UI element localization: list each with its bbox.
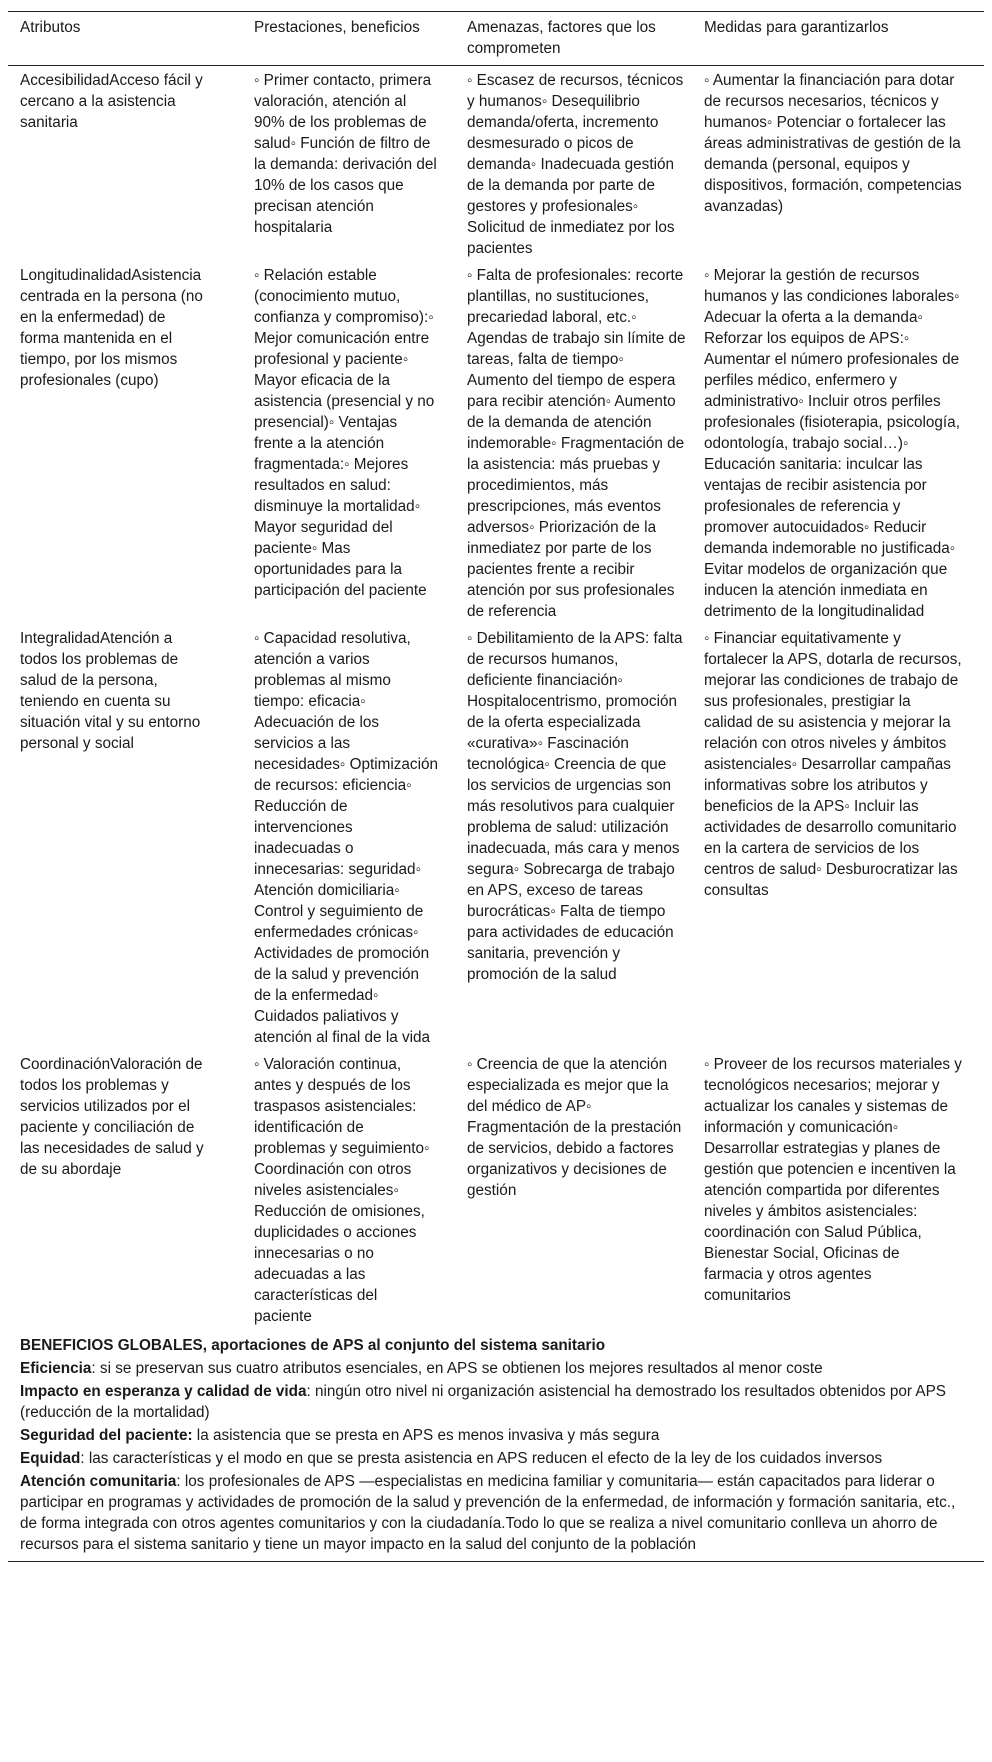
global-benefit-impacto	[8, 1380, 984, 1424]
table-header-row	[8, 12, 984, 66]
global-benefit-label: Impacto en esperanza y calidad de vida	[20, 1383, 307, 1400]
attribute-cell: AccesibilidadAcceso fácil y cercano a la asistencia sanitaria	[20, 72, 203, 131]
global-benefit-eficiencia	[8, 1357, 984, 1380]
global-benefit-row	[8, 1424, 984, 1447]
table-row	[8, 624, 984, 1050]
global-benefit-label: Eficiencia	[20, 1360, 92, 1377]
table-row	[8, 66, 984, 262]
global-benefit-equidad	[8, 1447, 984, 1470]
benefits-cell: ◦ Relación estable (conocimiento mutuo, confianza y compromiso):◦ Mejor comunicación entre profesional y paciente◦ Mayor eficacia de la asistencia (presencial y no presencial)◦ Ventajas frente a la atención fragmentada:◦ Mejores resultados en salud: disminuye la mortalidad◦ Mayor seguridad del paciente◦ Mas oportunidades para la participación del paciente	[254, 267, 435, 599]
threats-cell: ◦ Debilitamiento de la APS: falta de recursos humanos, deficiente financiación◦ Hospitalocentrismo, promoción de la oferta especializada «curativa»◦ Fascinación tecnológica◦ Creencia de que los servicios de urgencias son más resolutivos para cualquier problema de salud: utilización inadecuada, más cara y menos segura◦ Sobrecarga de trabajo en APS, exceso de tareas burocráticas◦ Falta de tiempo para actividades de educación sanitaria, prevención y promoción de la salud	[467, 630, 683, 983]
threats-cell: ◦ Creencia de que la atención especializada es mejor que la del médico de AP◦ Fragmentación de la prestación de servicios, debido a factores organizativos y decisiones de gestión	[467, 1056, 682, 1199]
benefits-cell: ◦ Valoración continua, antes y después de los traspasos asistenciales: identificación de problemas y seguimiento◦ Coordinación con otros niveles asistenciales◦ Reducción de omisiones, duplicidades o acciones innecesarias o no adecuadas a las características del paciente	[254, 1056, 430, 1325]
measures-cell: ◦ Mejorar la gestión de recursos humanos y las condiciones laborales◦ Adecuar la oferta a la demanda◦ Reforzar los equipos de APS:◦ Aumentar el número profesionales de perfiles médico, enfermero y administrativo◦ Incluir otros perfiles profesionales (fisioterapia, psicología, odontología, trabajo social…)◦ Educación sanitaria: inculcar las ventajas de recibir asistencia por profesionales de referencia y promover autocuidados◦ Reducir demanda indemorable no justificada◦ Evitar modelos de organización que inducen la atención inmediata en detrimento de la longitudinalidad	[704, 267, 960, 620]
table-row	[8, 1050, 984, 1329]
global-benefit-seguridad	[8, 1424, 984, 1447]
global-benefit-text: : si se preservan sus cuatro atributos esenciales, en APS se obtienen los mejores resultados al menor coste	[91, 1360, 823, 1377]
global-benefit-row	[8, 1357, 984, 1380]
attribute-cell: LongitudinalidadAsistencia centrada en la persona (no en la enfermedad) de forma mantenida en el tiempo, por los mismos profesionales (cupo)	[20, 267, 203, 389]
header-atributos: Atributos	[20, 19, 81, 36]
global-benefit-label: Seguridad del paciente:	[20, 1427, 193, 1444]
global-benefit-text: : ningún otro nivel ni organización asistencial ha demostrado los resultados obtenidos por APS (reducción de la mortalidad)	[20, 1383, 946, 1421]
global-benefit-text: la asistencia que se presta en APS es menos invasiva y más segura	[192, 1427, 660, 1444]
global-benefit-row	[8, 1380, 984, 1424]
measures-cell: ◦ Financiar equitativamente y fortalecer la APS, dotarla de recursos, mejorar las condiciones de trabajo de sus profesionales, prestigiar la calidad de su asistencia y mejorar la relación con otros niveles y ámbitos asistenciales◦ Desarrollar campañas informativas sobre los atributos y beneficios de la APS◦ Incluir las actividades de desarrollo comunitario en la cartera de servicios de los centros de salud◦ Desburocratizar las consultas	[704, 630, 962, 899]
header-prestaciones: Prestaciones, beneficios	[254, 19, 420, 36]
benefits-cell: ◦ Primer contacto, primera valoración, atención al 90% de los problemas de salud◦ Función de filtro de la demanda: derivación del 10% de los casos que precisan atención hospitalaria	[254, 72, 437, 236]
threats-cell: ◦ Falta de profesionales: recorte plantillas, no sustituciones, precariedad laboral, etc.◦ Agendas de trabajo sin límite de tareas, falta de tiempo◦ Aumento del tiempo de espera para recibir atención◦ Aumento de la demanda de atención indemorable◦ Fragmentación de la asistencia: más pruebas y procedimientos, más prescripciones, más eventos adversos◦ Priorización de la inmediatez por parte de los pacientes frente a recibir atención por sus profesionales de referencia	[467, 267, 686, 620]
header-medidas: Medidas para garantizarlos	[704, 19, 889, 36]
attribute-cell: CoordinaciónValoración de todos los problemas y servicios utilizados por el paciente y conciliación de las necesidades de salud y de su abordaje	[20, 1056, 204, 1178]
aps-attributes-table	[8, 11, 984, 1562]
global-benefit-text: : las características y el modo en que se presta asistencia en APS reducen el efecto de la ley de los cuidados inversos	[80, 1450, 883, 1467]
table-row	[8, 261, 984, 624]
global-benefits-title-row	[8, 1329, 984, 1357]
benefits-cell: ◦ Capacidad resolutiva, atención a varios problemas al mismo tiempo: eficacia◦ Adecuación de los servicios a las necesidades◦ Optimización de recursos: eficiencia◦ Reducción de intervenciones inadecuadas o innecesarias: seguridad◦ Atención domiciliaria◦ Control y seguimiento de enfermedades crónicas◦ Actividades de promoción de la salud y prevención de la enfermedad◦ Cuidados paliativos y atención al final de la vida	[254, 630, 438, 1046]
global-benefit-comunitaria	[8, 1470, 984, 1562]
threats-cell: ◦ Escasez de recursos, técnicos y humanos◦ Desequilibrio demanda/oferta, incremento desmesurado o picos de demanda◦ Inadecuada gestión de la demanda por parte de gestores y profesionales◦ Solicitud de inmediatez por los pacientes	[467, 72, 684, 257]
attribute-cell: IntegralidadAtención a todos los problemas de salud de la persona, teniendo en cuenta su situación vital y su entorno personal y social	[20, 630, 201, 752]
header-amenazas: Amenazas, factores que los comprometen	[467, 19, 656, 57]
global-benefit-text: : los profesionales de APS —especialistas en medicina familiar y comunitaria— están capacitados para liderar o participar en programas y actividades de promoción de la salud y prevención de la enfermedad, de información y formación sanitaria, etc., de forma integrada con otros agentes comunitarios y con la ciudadanía.Todo lo que se realiza a nivel comunitario conlleva un ahorro de recursos para el sistema sanitario y tiene un mayor impacto en la salud del conjunto de la población	[20, 1473, 956, 1553]
measures-cell: ◦ Proveer de los recursos materiales y tecnológicos necesarios; mejorar y actualizar los canales y sistemas de información y comunicación◦ Desarrollar estrategias y planes de gestión que potencien e incentiven la atención compartida por diferentes niveles y ámbitos asistenciales: coordinación con Salud Pública, Bienestar Social, Oficinas de farmacia y otros agentes comunitarios	[704, 1056, 962, 1304]
global-benefit-label: Equidad	[20, 1450, 81, 1467]
measures-cell: ◦ Aumentar la financiación para dotar de recursos necesarios, técnicos y humanos◦ Potenciar o fortalecer las áreas administrativas de gestión de la demanda (personal, equipos y dispositivos, formación, competencias avanzadas)	[704, 72, 962, 215]
global-benefit-row	[8, 1470, 984, 1562]
global-benefit-row	[8, 1447, 984, 1470]
global-benefit-label: Atención comunitaria	[20, 1473, 177, 1490]
global-benefits-title: BENEFICIOS GLOBALES, aportaciones de APS al conjunto del sistema sanitario	[20, 1337, 606, 1354]
